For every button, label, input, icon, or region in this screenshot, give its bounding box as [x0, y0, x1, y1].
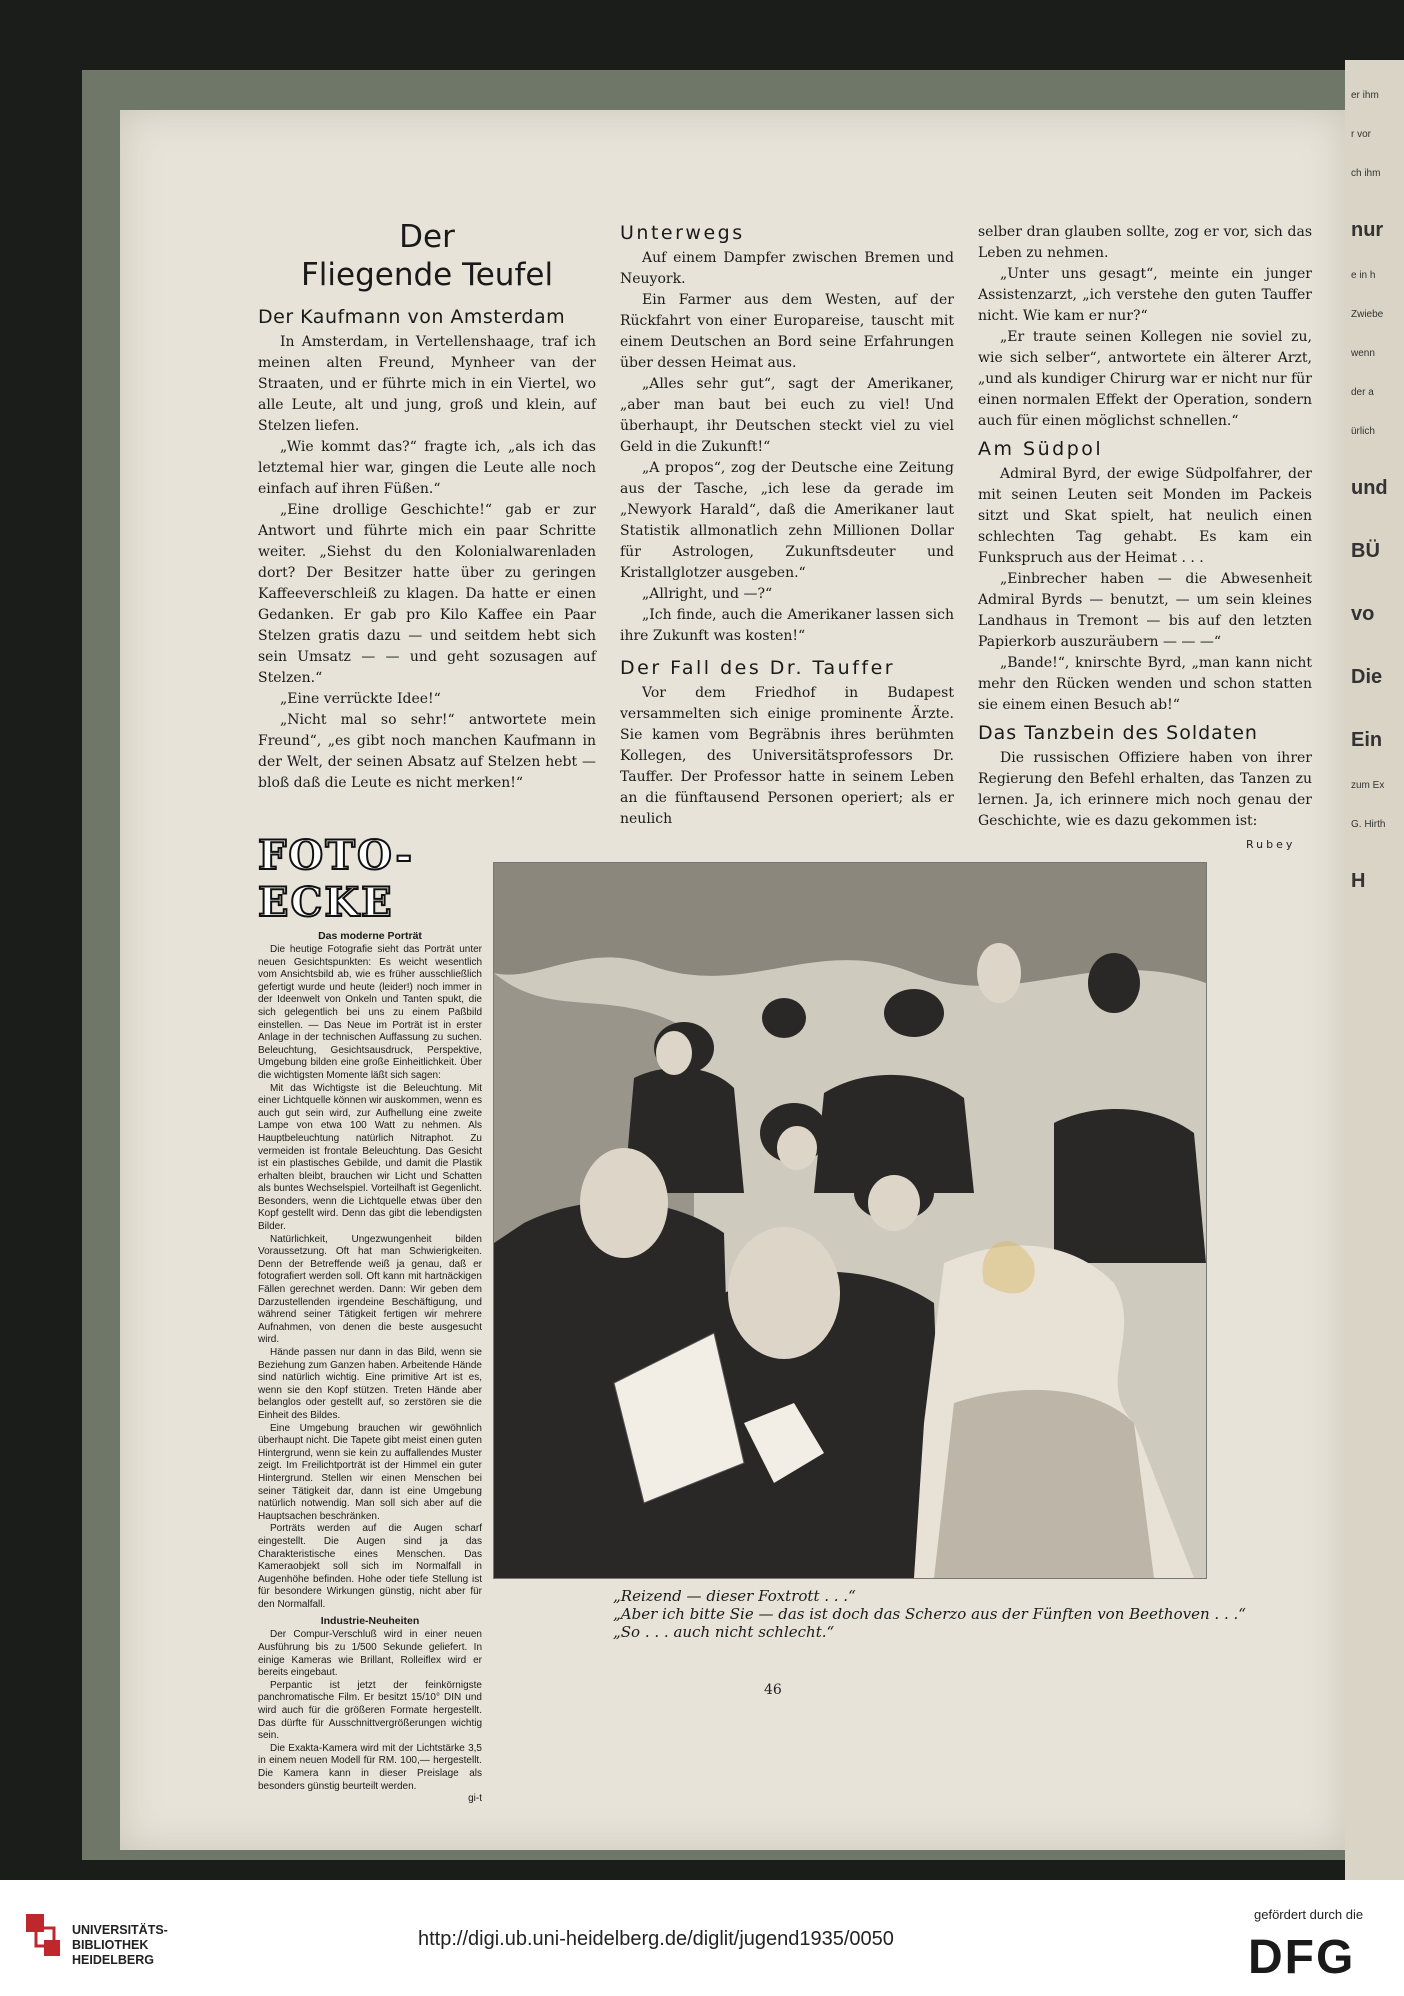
paragraph: Mit das Wichtigste ist die Beleuchtung. Mit einer Lichtquelle können wir auskommen, wenn es auch gut sein wird, zur Aufhellung eine zweite Lampe von etwa 100 Watt zu nehmen. Als Hauptbeleuchtung natürlich Nitraphot. Zu vermeiden ist frontale Beleuchtung. Das Gesicht ist ein plastisches Gebilde, und damit die Plastik erhalten bleibt, brauchen wir Licht und Schatten als buntes Wechselspiel. Vorteilhaft ist Gegenlicht. Besonders, wenn die Lichtquelle etwas über den Kopf gestellt wird. Denn das gibt die lebendigsten Bilder. — [258, 1082, 483, 1233]
adjacent-page-fragment: G. Hirth — [1351, 819, 1386, 830]
adjacent-page-fragment: Ein — [1351, 729, 1383, 751]
adjacent-page-fragment: H — [1351, 870, 1366, 892]
adjacent-page-fragment: Die — [1351, 666, 1383, 688]
adjacent-page-fragment: ch ihm — [1351, 168, 1381, 179]
paragraph: „A propos“, zog der Deutsche eine Zeitung aus der Tasche, „ich lese da gerade im „Newyork Harald“, daß die Amerikaner laut Statistik allmonatlich zehn Millionen Dollar für Astrologen, Zukunftsdeuter und Kristallglotzer ausgeben.“ — [620, 460, 954, 581]
adjacent-page-fragment: zum Ex — [1351, 780, 1385, 791]
article-unterwegs — [620, 222, 954, 830]
article-title: Unterwegs — [620, 222, 745, 244]
paragraph: „Allright, und —?“ — [642, 586, 773, 602]
paragraph: Admiral Byrd, der ewige Südpolfahrer, der mit seinen Leuten seit Monden im Packeis sitzt und Skat spielt, hat neulich einen schlechten Tag gehabt. Es kam ein Funkspruch aus der Heimat . . . — [978, 466, 1312, 566]
funding-note: gefördert durch die — [1254, 1907, 1364, 1922]
foto-ecke-section — [258, 832, 482, 1806]
artist-name: Rubey — [1246, 838, 1296, 851]
paragraph: Die heutige Fotografie sieht das Porträt unter neuen Gesichtspunkten: Es weicht wesentlich vom Ansichtsbild ab, wie es früher ausschließlich gefertigt wurde und heute (leider!) noch immer in der Ideenwelt von Onkeln und Tanten spukt, die sich gelegentlich bei uns zu einem Paßbild einstellen. — Das Neue im Porträt ist in erster Anlage in der technischen Auffassung zu suchen. Beleuchtung, Gesichtsausdruck, Perspektive, Umgebung bilden eine große Einheitlichkeit. Über die wichtigsten Momente läßt sich sagen: — [258, 944, 482, 1081]
paragraph: Porträts werden auf die Augen scharf eingestellt. Die Augen sind ja das Charakteristische eines Menschen. Das Kameraobjekt soll sich im Normalfall in Augenhöhe befinden. Hohe oder tiefe Stellung ist für besondere Wirkungen günstig, nicht aber für den Normalfall. — [258, 1523, 482, 1610]
institution-name: UNIVERSITÄTS- BIBLIOTHEK HEIDELBERG — [72, 1923, 168, 1967]
section-title: FOTO-ECKE — [258, 832, 414, 926]
section-heading: Industrie-Neuheiten — [320, 1615, 420, 1628]
paragraph: Der Compur-Verschluß wird in einer neuen Ausführung bis zu 1/500 Sekunde geliefert. In einige Kameras wie Brillant, Rolleiflex wird er bereits eingebaut. — [258, 1629, 482, 1679]
author-signature: gi-t — [468, 1793, 482, 1805]
paragraph: „Ich finde, auch die Amerikaner lassen sich ihre Zukunft was kosten!“ — [620, 607, 954, 644]
paragraph: Eine Umgebung brauchen wir gewöhnlich überhaupt nicht. Die Tapete gibt meist einen guten Hintergrund, wenn sie kein zu auffallendes Muster zeigt. Im Freilichtporträt ist der Himmel ein guter Hintergrund. Stellen wir einen Menschen bei seiner Tätigkeit dar, dann ist eine Umgebung natürlich notwendig. Man soll sich aber auf die Hauptsachen beschränken. — [258, 1422, 482, 1522]
paragraph: „Er traute seinen Kollegen nie soviel zu, wie sich selber“, antwortete ein älterer Arzt, „und als kundiger Chirurg war er nicht nur für einen normalen Effekt der Operation, sondern auch für einen möglichst schnellen.“ — [978, 329, 1312, 429]
adjacent-page-fragment: nur — [1351, 219, 1384, 241]
article-title: Am Südpol — [978, 438, 1104, 460]
paragraph: „Alles sehr gut“, sagt der Amerikaner, „aber man baut bei euch zu viel! Und überhaupt, ihr Deutschen steckt viel zu viel Geld in die Zukunft!“ — [620, 376, 954, 455]
university-logo-icon — [22, 1910, 66, 1960]
paragraph: Hände passen nur dann in das Bild, wenn sie Beziehung zum Ganzen haben. Arbeitende Hände sind natürlich wichtig. Eine primitive Art ist es, wenn sie den Kopf stützen. Treten Hände aber belanglos oder gestellt auf, so zerstören sie die Einheit des Bildes. — [258, 1347, 482, 1421]
document-url-link[interactable]: http://digi.ub.uni-heidelberg.de/diglit/jugend1935/0050 — [418, 1928, 894, 1950]
paragraph: „Nicht mal so sehr!“ antwortete mein Freund“, „es gibt noch manchen Kaufmann in der Welt, der seinen Absatz auf Stelzen hebt — bloß daß die Leute es nicht merken!“ — [258, 712, 596, 791]
paragraph: „Einbrecher haben — die Abwesenheit Admiral Byrds — benutzt, — um sein kleines Landhaus in Tremont — bis auf den letzten Papierkorb auszuräubern — — —“ — [978, 571, 1312, 650]
concert-audience-illustration — [493, 862, 1207, 1579]
illustration-drawing — [494, 863, 1206, 1578]
section-heading: Das moderne Porträt — [318, 930, 422, 942]
paragraph: „Eine drollige Geschichte!“ gab er zur Antwort und führte mich ein paar Schritte weiter. „Siehst du den Kolonialwarenladen dort? Der Besitzer hatte über zu geringen Kaffeeverschleiß zu klagen. Da hatte er einen Gedanken. Er gab pro Kilo Kaffee ein Paar Stelzen gratis dazu — und seitdem hebt sich sein Umsatz — — und geht sozusagen auf Stelzen.“ — [258, 502, 596, 686]
adjacent-page-fragment: vo — [1351, 603, 1375, 625]
adjacent-page-fragment: Zwiebe — [1351, 309, 1384, 320]
adjacent-page-fragment: e in h — [1351, 270, 1376, 281]
article-title: Das Tanzbein des Soldaten — [978, 722, 1258, 744]
caption-line: „Aber ich bitte Sie — das ist doch das Scherzo aus der Fünften von Beethoven . . .“ — [613, 1605, 1246, 1623]
paragraph: Vor dem Friedhof in Budapest versammelten sich einige prominente Ärzte. Sie kamen vom Begräbnis ihres berühmten Kollegen, des Universitätsprofessors Dr. Tauffer. Der Professor hatte in seinem Leben an die fünftausend Personen operiert; als er neulich — [620, 685, 954, 827]
adjacent-page-fragment: ürlich — [1351, 426, 1375, 437]
adjacent-page-fragment: er ihm — [1351, 90, 1379, 101]
adjacent-page-fragment: der a — [1351, 387, 1374, 398]
article-subtitle: Der Kaufmann von Amsterdam — [258, 306, 566, 328]
adjacent-page-fragment: wenn — [1351, 348, 1375, 359]
paragraph: Natürlichkeit, Ungezwungenheit bilden Voraussetzung. Oft hat man Schwierigkeiten. Denn der Betreffende weiß ja genau, daß er fotografiert werden soll. Oft kann mit hartnäckigen Fällen gerechnet werden. Dann: Wir geben dem Darzustellenden irgendeine Beschäftigung, und während seiner Tätigkeit fertigen wir mehrere Aufnahmen, von denen die beste ausgesucht wird. — [258, 1233, 482, 1346]
paragraph: selber dran glauben sollte, zog er vor, sich das Leben zu nehmen. — [978, 224, 1312, 261]
adjacent-page-text — [1345, 90, 1404, 1790]
paragraph: Perpantic ist jetzt der feinkörnigste panchromatische Film. Er besitzt 15/10° DIN und wird auch für die größeren Formate hergestellt. Das dürfte für Ausschnittvergrößerungen wichtig sein. — [258, 1679, 482, 1742]
adjacent-page-fragment: und — [1351, 477, 1388, 499]
adjacent-page-fragment: r vor — [1351, 129, 1371, 140]
caption-line: „So . . . auch nicht schlecht.“ — [613, 1623, 835, 1641]
paragraph: In Amsterdam, in Vertellenshaage, traf ich meinen alten Freund, Mynheer van der Straaten, und er führte mich in ein Viertel, wo alle Leute, alt und jung, groß und klein, auf Stelzen liefen. — [258, 334, 596, 434]
page-number: 46 — [764, 1682, 782, 1698]
paragraph: „Unter uns gesagt“, meinte ein junger Assistenzarzt, „ich verstehe den guten Tauffer nicht. Wie kam er nur?“ — [978, 266, 1312, 324]
paragraph: „Bande!“, knirschte Byrd, „man kann nicht mehr den Rücken wenden und schon statten sie einem einen Besuch ab!“ — [978, 655, 1312, 713]
paragraph: „Wie kommt das?“ fragte ich, „als ich das letztemal hier war, gingen die Leute alle noch einfach auf ihren Füßen.“ — [258, 439, 596, 497]
paragraph: Die russischen Offiziere haben von ihrer Regierung den Befehl erhalten, das Tanzen zu lernen. Ja, ich erinnere mich noch genau der Geschichte, wie es dazu gekommen ist: — [978, 750, 1312, 829]
paragraph: „Eine verrückte Idee!“ — [280, 691, 441, 707]
adjacent-page-fragment: BÜ — [1351, 540, 1380, 562]
paragraph: Ein Farmer aus dem Westen, auf der Rückfahrt von einer Europareise, tauscht mit einem Deutschen an Bord seine Erfahrungen über dessen Heimat aus. — [620, 292, 954, 371]
article-column-right — [978, 222, 1312, 832]
article-title: Der Fliegende Teufel — [300, 219, 554, 293]
paragraph: Auf einem Dampfer zwischen Bremen und Neuyork. — [620, 250, 954, 287]
dfg-logo: DFG — [1248, 1931, 1356, 1984]
article-title: Der Fall des Dr. Tauffer — [620, 657, 896, 679]
caption-line: „Reizend — dieser Foxtrott . . .“ — [613, 1587, 856, 1605]
illustration-caption — [613, 1587, 1313, 1641]
logo-block — [44, 1940, 60, 1956]
paragraph: Die Exakta-Kamera wird mit der Lichtstärke 3,5 in einem neuen Modell für RM. 100,— hergestellt. Die Kamera kann in dieser Preislage als besonders günstig beurteilt werden. — [258, 1742, 482, 1792]
article-fliegende-teufel — [258, 218, 596, 794]
